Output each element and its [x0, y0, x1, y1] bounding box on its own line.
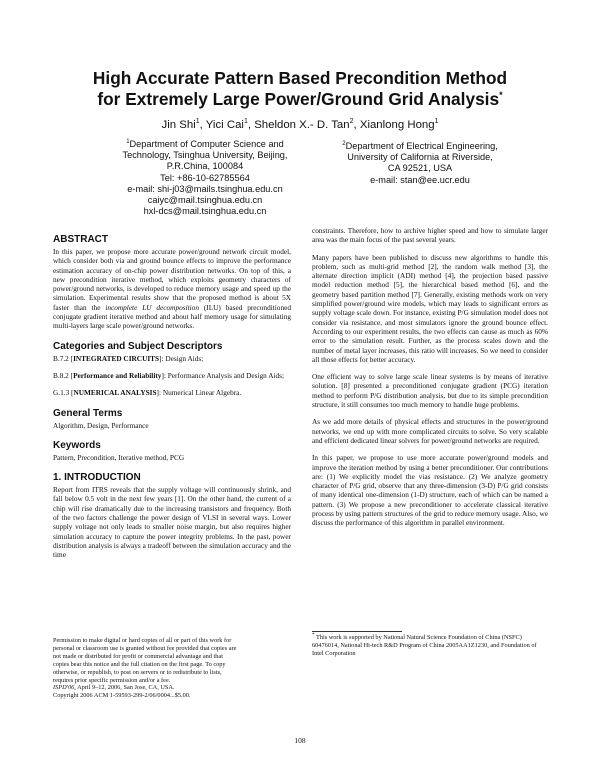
author: Yici Cai [205, 119, 244, 131]
category-rest: ]: Performance Analysis and Design Aids; [161, 370, 285, 380]
affiliation-line: CA 92521, USA [387, 163, 453, 174]
left-column [53, 234, 291, 568]
funding-text: This work is supported by National Natural Science Foundation of China (NSFC) 60476014, National Hi-tech R&D Program of China 2005AA1Z1230, and Foundation of Intel Corporation [312, 634, 537, 657]
category-code: G.1.3 [ [53, 388, 74, 398]
footnote-line: copies bear this notice and the full citation on the first page. To copy [53, 660, 226, 668]
title-line-2-text: for Extremely Large Power/Ground Grid Analysis [97, 89, 500, 109]
body-paragraph: As we add more details of physical effects and structures in the power/ground networks, we end up with more complicated circuits to solve. So very scalable and efficient dedicated linear solvers for power/ground networks are required. [312, 417, 548, 445]
affiliation-phone: Tel: +86-10-62785564 [160, 172, 250, 183]
category-rest: ]: Design Aids; [159, 353, 204, 363]
abstract-text-part: (ILU) based preconditioned conjugate gradient iterative method and about half memory usage for simulating multi-layers large scale power/ground networks. [53, 302, 291, 331]
author-list: Jin Shi$^1$, Yici Cai$^1$, Sheldon X.- D. Tan$^2$, Xianlong Hong$^1$ [161, 118, 439, 131]
funding-footnote [312, 634, 548, 658]
category-rest: ]: Numerical Linear Algebra. [156, 388, 242, 398]
affiliation-email: e-mail: shi-j03@mails.tsinghua.edu.cn [127, 183, 283, 194]
footnote-venue [53, 684, 285, 692]
title-line-2 [40, 89, 560, 110]
category-code: B.8.2 [ [53, 370, 74, 380]
footnote-line: personal or classroom use is granted without fee provided that copies are [53, 644, 237, 652]
author-affiliation-mark: 1 [434, 118, 439, 126]
abstract-heading: ABSTRACT [53, 234, 108, 245]
page-number: 108 [294, 736, 306, 745]
introduction-heading: 1. INTRODUCTION [53, 472, 141, 484]
affiliation-ucr [318, 141, 522, 186]
affiliation-mark: 1 [126, 138, 130, 145]
affiliation-line: Technology, Tsinghua University, Beijing, [122, 150, 288, 161]
title-line-1: High Accurate Pattern Based Precondition Method [92, 68, 508, 88]
category-name: Performance and Reliability [73, 370, 162, 380]
permission-footnote [53, 637, 285, 700]
author: Sheldon X.- D. Tan [254, 119, 350, 131]
general-terms-text: Algorithm, Design, Performance [53, 420, 149, 430]
abstract-text-italic: incomplete LU decomposition [105, 302, 199, 312]
categories-heading: Categories and Subject Descriptors [53, 340, 223, 352]
affiliation-email: e-mail: stan@ee.ucr.edu [370, 174, 470, 185]
author-affiliation-mark: 2 [349, 118, 354, 126]
author-affiliation-mark: 1 [195, 118, 200, 126]
footnote-line: not made or distributed for profit or commercial advantage and that [53, 652, 223, 660]
venue-details: , April 9–12, 2006, San Jose, CA, USA. [74, 684, 175, 692]
affiliation-line [318, 141, 522, 152]
footnote-line: Permission to make digital or hard copies of all or part of this work for [53, 637, 232, 644]
body-paragraph: constraints. Therefore, how to archive higher speed and how to simulate larger area was the main focus of the past several years. [312, 226, 548, 245]
footnote-mark: * [312, 632, 315, 638]
paper-title [40, 68, 560, 110]
affiliation-text: Department of Electrical Engineering, [345, 141, 498, 151]
affiliation-line: P.R.China, 100084 [166, 161, 244, 172]
category-item [53, 354, 291, 363]
affiliation-text: Department of Computer Science and [129, 139, 284, 149]
abstract-text [53, 247, 291, 331]
affiliation-line: University of California at Riverside, [347, 152, 493, 163]
author: Jin Shi [161, 119, 196, 131]
footnote-line: requires prior specific permission and/or a fee. [53, 676, 171, 684]
footnote-rule [312, 631, 402, 632]
title-footnote-mark: * [499, 90, 503, 101]
keywords-heading: Keywords [53, 439, 101, 451]
right-column [312, 226, 548, 536]
footnote-line: otherwise, or republish, to post on servers or to redistribute to lists, [53, 668, 222, 676]
body-paragraph: Many papers have been published to discuss new algorithms to handle this problem, such as multi-grid method [2], the random walk method [3], the alternate direction implicit (ADI) method [4], the projection based passive model reduction method [5], the hierarchical based method [6], and the geometry based partition method [7]. Generally, existing methods work on very simplified power/ground wire models, which may leads to significant errors as supply voltage scale down. For instance, existing P/G simulation model does not consider via resistance, and most simulators ignore the ground bounce effect. According to our experiment results, the two effects can cause as much as 60% error to the simulation result. Further, as the process scales down and the number of metal layer increases, this ratio will increases. So we need to consider all those effects for better accuracy. [312, 252, 548, 364]
keywords-text: Pattern, Precondition, Iterative method, PCG [53, 452, 185, 462]
abstract-text-part: In this paper, we propose more accurate power/ground network circuit model, which consider both via and ground bounce effects to improve the performance estimation accuracy of on-chip power distribution networks. On top of this, a new precondition iterative method, which exploits geometry characters of power/ground networks, is developed to reduce memory usage and speed up the simulation. Experimental results show that the proposed method is about 5X faster than the [53, 247, 291, 312]
author: Xianlong Hong [359, 119, 435, 131]
introduction-paragraph: Report from ITRS reveals that the supply voltage will continuously shrink, and fall below 0.5 volt in the next few years [1]. On the other hand, the current of a chip will rise dramatically due to the increasing transistors and frequency. Both of the two factors challenge the power design of VLSI in several ways. Lower supply voltage not only leads to smaller noise margin, but also requires higher simulation accuracy to capture the power integrity problems. In the past, power distribution analysis is always a tradeoff between the simulation accuracy and the time [53, 485, 291, 560]
category-item [53, 371, 291, 380]
category-code: B.7.2 [ [53, 353, 74, 363]
category-name: NUMERICAL ANALYSIS [73, 388, 157, 398]
category-name: INTEGRATED CIRCUITS [73, 353, 160, 363]
body-paragraph: In this paper, we propose to use more accurate power/ground models and improve the iteration method by using a better preconditioner. Our contributions are: (1) We explicitly model the vias resistance. (2) We analyze geometry character of P/G grid, observe that any three-dimension (3-D) P/G grid consists of many identical one-dimension (1-D) structure, each of which can be named a pattern. (3) We propose a new preconditioner to accelerate classical iterative process by using pattern structures of the grid to reduce memory usage. Also, we discuss the performance of this algorithm in parallel environment. [312, 453, 548, 528]
affiliation-mark: 2 [342, 140, 346, 147]
affiliation-tsinghua [110, 139, 300, 217]
affiliation-email: hxl-dcs@mail.tsinghua.edu.cn [143, 206, 267, 217]
affiliation-email: caiyc@mail.tsinghua.edu.cn [147, 195, 263, 206]
author-affiliation-mark: 1 [243, 118, 248, 126]
affiliation-line [110, 139, 300, 150]
body-paragraph: One efficient way to solve large scale linear systems is by means of iterative solution. [8] presented a preconditioned conjugate gradient (PCG) iteration method to perform P/G distribution analysis, but due to its simple precondition structure, it still consumes too much memory to handle huge problems. [312, 372, 548, 410]
general-terms-heading: General Terms [53, 407, 123, 419]
footnote-copyright: Copyright 2006 ACM 1-59593-299-2/06/0004...$5.00. [53, 692, 191, 700]
category-item [53, 388, 291, 397]
venue-name: ISPD'06 [53, 684, 75, 692]
